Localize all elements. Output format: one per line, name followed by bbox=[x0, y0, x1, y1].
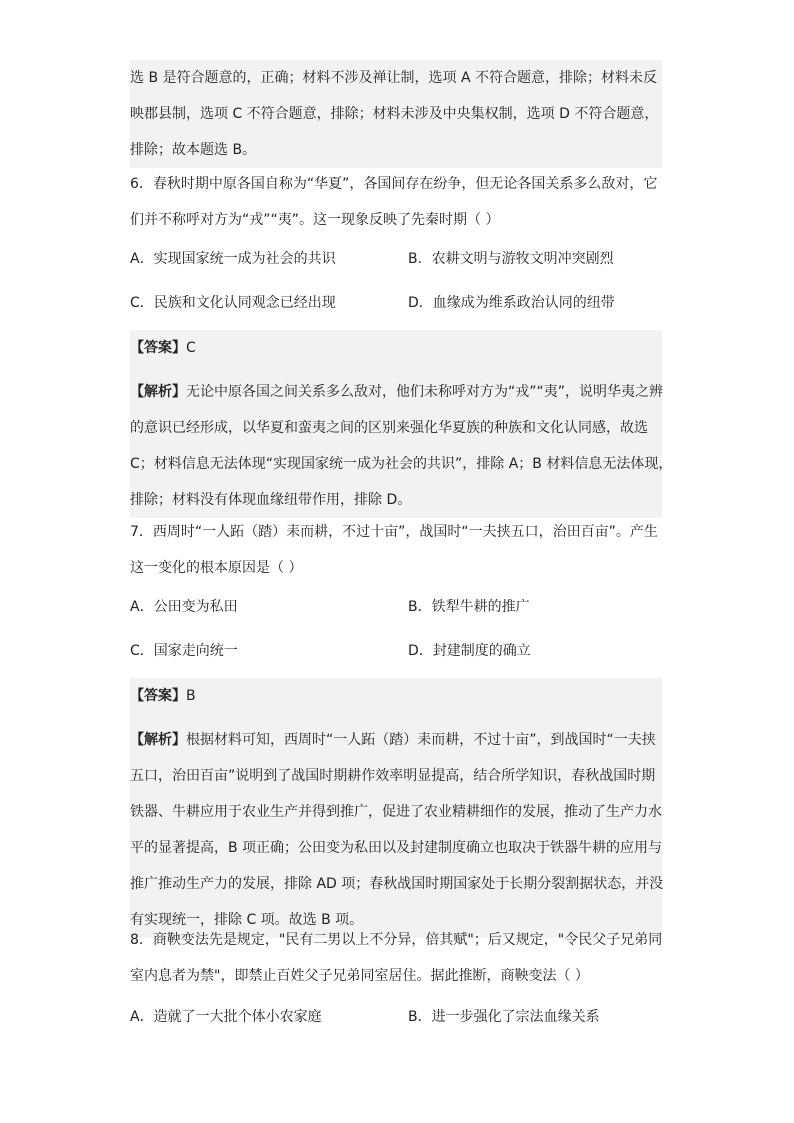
q7-stem-line: 这一变化的根本原因是（ ） bbox=[130, 560, 303, 576]
q7-analysis-line: 五口，治田百亩”说明到了战国时期耕作效率明显提高，结合所学知识，春秋战国时期 bbox=[130, 768, 656, 784]
answer-label: 【答案】 bbox=[130, 340, 186, 356]
q7-analysis-line: 有实现统一，排除 C 项。故选 B 项。 bbox=[130, 912, 364, 928]
q6-option-d: D．血缘成为维系政治认同的纽带 bbox=[408, 295, 615, 311]
q6-stem-line: 6．春秋时期中原各国自称为“华夏”，各国间存在纷争，但无论各国关系多么敌对，它 bbox=[130, 176, 658, 192]
q7-option-c: C．国家走向统一 bbox=[130, 643, 238, 659]
q7-stem bbox=[130, 514, 662, 586]
q7-option-d: D．封建制度的确立 bbox=[408, 643, 531, 659]
q6-analysis-line: 排除；材料没有体现血缘纽带作用，排除 D。 bbox=[130, 492, 412, 508]
q8-stem-line: 室内息者为禁"，即禁止百姓父子兄弟同室居住。据此推断，商鞅变法（ ） bbox=[130, 968, 589, 984]
q8-option-b: B．进一步强化了宗法血缘关系 bbox=[408, 1009, 600, 1025]
answer-value: C bbox=[186, 340, 196, 356]
q6-options-row-2 bbox=[130, 285, 670, 321]
q6-answer-block bbox=[130, 330, 673, 518]
q5-analysis-line: 映郡县制，选项 C 不符合题意，排除；材料未涉及中央集权制，选项 D 不符合题意， bbox=[130, 106, 659, 122]
q8-options-row-1 bbox=[130, 999, 670, 1035]
q8-stem-line: 8．商鞅变法先是规定，"民有二男以上不分异，倍其赋"；后又规定，"令民父子兄弟同 bbox=[130, 932, 663, 948]
analysis-label: 【解析】 bbox=[130, 384, 186, 400]
answer-label: 【答案】 bbox=[130, 688, 186, 704]
q6-answer bbox=[130, 330, 662, 366]
q8-option-a: A．造就了一大批个体小农家庭 bbox=[130, 1009, 322, 1025]
q7-analysis-line: 铁器、牛耕应用于农业生产并得到推广，促进了农业精耕细作的发展，推动了生产力水 bbox=[130, 804, 662, 820]
q5-analysis-block bbox=[130, 60, 662, 168]
q6-analysis-line: C；材料信息无法体现“实现国家统一成为社会的共识”，排除 A；B 材料信息无法体现， bbox=[130, 456, 673, 472]
q6-option-b: B．农耕文明与游牧文明冲突剧烈 bbox=[408, 251, 614, 267]
q6-analysis-line: 【解析】无论中原各国之间关系多么敌对，他们未称呼对方为“戎”“夷”，说明华夷之辨 bbox=[130, 384, 664, 400]
q7-answer-block bbox=[130, 678, 662, 938]
q5-analysis-line: 选 B 是符合题意的，正确；材料不涉及禅让制，选项 A 不符合题意，排除；材料未反 bbox=[130, 70, 657, 86]
q6-analysis-line: 的意识已经形成，以华夏和蛮夷之间的区别来强化华夏族的种族和文化认同感，故选 bbox=[130, 420, 648, 436]
q6-option-a: A．实现国家统一成为社会的共识 bbox=[130, 251, 336, 267]
q7-analysis-line: 【解析】根据材料可知，西周时“一人跖（踏）耒而耕，不过十亩”，到战国时“一夫挟 bbox=[130, 732, 656, 748]
q8-stem bbox=[130, 922, 662, 994]
q6-options-row-1 bbox=[130, 241, 670, 277]
q6-option-c: C．民族和文化认同观念已经出现 bbox=[130, 295, 336, 311]
q7-analysis-line: 推广推动生产力的发展，排除 AD 项；春秋战国时期国家处于长期分裂割据状态，并没 bbox=[130, 876, 664, 892]
q7-options-row-2 bbox=[130, 633, 670, 669]
q5-analysis-line: 排除；故本题选 B。 bbox=[130, 142, 257, 158]
q7-option-b: B．铁犁牛耕的推广 bbox=[408, 599, 530, 615]
q6-stem bbox=[130, 166, 662, 238]
analysis-label: 【解析】 bbox=[130, 732, 186, 748]
q7-analysis-line: 平的显著提高，B 项正确；公田变为私田以及封建制度确立也取决于铁器牛耕的应用与 bbox=[130, 840, 663, 856]
q7-options-row-1 bbox=[130, 589, 670, 625]
q6-stem-line: 们并不称呼对方为“戎”“夷”。这一现象反映了先秦时期（ ） bbox=[130, 212, 500, 228]
q7-option-a: A．公田变为私田 bbox=[130, 599, 238, 615]
q7-answer bbox=[130, 678, 662, 714]
q7-stem-line: 7．西周时“一人跖（踏）耒而耕，不过十亩”，战国时“一夫挟五口，治田百亩”。产生 bbox=[130, 524, 658, 540]
answer-value: B bbox=[186, 688, 196, 704]
